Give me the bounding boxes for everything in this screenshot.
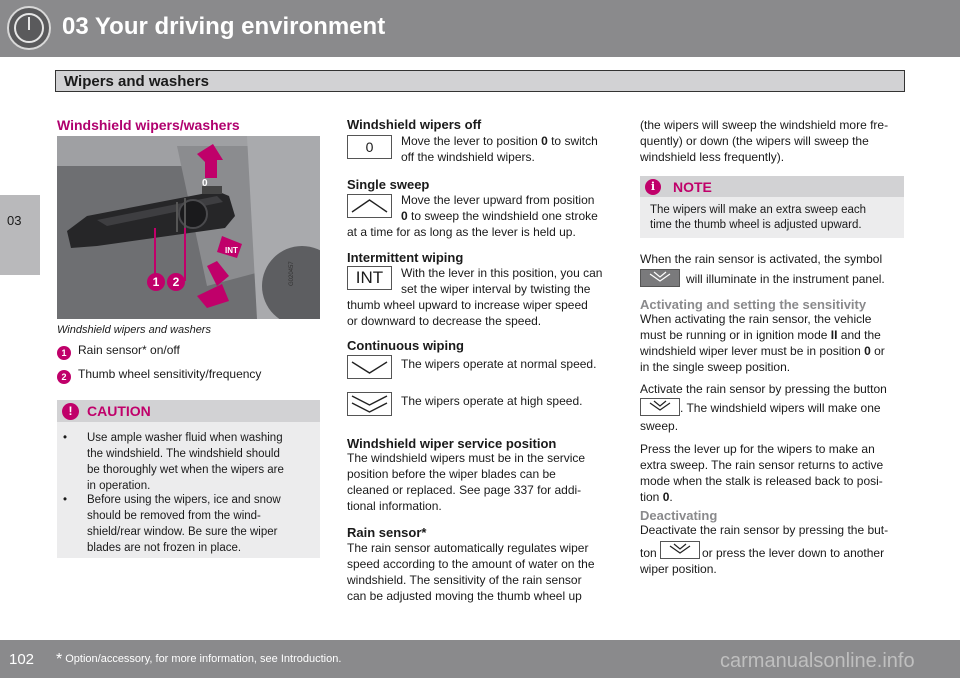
chapter-side-tab-label: 03	[7, 213, 22, 228]
single-sweep-symbol	[347, 194, 392, 218]
deactivating-text: Deactivate the rain sensor by pressing the but-	[640, 523, 889, 537]
continuous-heading: Continuous wiping	[347, 338, 464, 353]
info-icon: i	[645, 179, 661, 195]
illustration-code: G020457	[289, 261, 295, 286]
page-number: 102	[9, 651, 35, 668]
legend-number: 1	[57, 346, 71, 360]
chevron-down-icon	[348, 356, 391, 378]
deactivating-text-2a: ton	[640, 546, 657, 560]
high-speed-text: The wipers operate at high speed.	[401, 394, 583, 408]
rain-sensor-text: The rain sensor automatically regulates wiper speed according to the amount of water on the windshield. The sensitivity of the rain sensor can be adjusted moving the thumb wheel up	[347, 541, 595, 603]
section-bar	[55, 70, 905, 92]
illustration-caption: Windshield wipers and washers	[57, 324, 211, 336]
activating-heading: Activating and setting the sensitivity	[640, 297, 867, 312]
rain-sensor-button-icon	[640, 398, 680, 416]
rain-symbol-text: When the rain sensor is activated, the symbol	[640, 252, 883, 266]
normal-speed-text: The wipers operate at normal speed.	[401, 357, 597, 371]
position-0-label: 0	[202, 178, 208, 189]
caution-box: ! CAUTION • Use ample washer fluid when washing the windshield. The windshield should be thoroughly wet when the wipers are in operation. • Before using the wipers, ice and snow should be removed from the wind- shield/rear window. Be sure the wiper blades are not frozen in place.	[57, 400, 320, 558]
service-position-text: The windshield wipers must be in the service position before the wiper blades can be cleaned or replaced. See page 337 for addi- tional information.	[347, 451, 586, 513]
activate-button-text-2: . The windshield wipers will make one	[680, 401, 881, 415]
single-sweep-heading: Single sweep	[347, 177, 430, 192]
chapter-title: 03 Your driving environment	[62, 13, 386, 40]
activate-button-text-3: sweep.	[640, 419, 679, 433]
intermittent-text-b: thumb wheel upward to increase wiper speed or downward to decrease the speed.	[347, 298, 588, 328]
intermittent-text-a: With the lever in this position, you can set the wiper interval by twisting the	[401, 266, 603, 296]
thumb-wheel-text: (the wipers will sweep the windshield more fre- quently) or down (the wipers will sweep the windshield less frequently).	[640, 118, 889, 164]
footnote: * Option/accessory, for more information, see Introduction.	[56, 651, 342, 668]
chevron-up-icon	[348, 195, 391, 217]
chapter-header	[0, 0, 960, 57]
legend-item	[57, 367, 261, 384]
int-symbol: INT	[347, 266, 392, 290]
note-title: NOTE	[673, 179, 712, 195]
note-text: The wipers will make an extra sweep each time the thumb wheel is adjusted upward.	[650, 204, 867, 231]
activate-button-text: Activate the rain sensor by pressing the button	[640, 382, 887, 396]
deactivating-heading: Deactivating	[640, 508, 718, 523]
caution-icon: !	[62, 403, 79, 420]
position-0-symbol: 0	[347, 135, 392, 159]
note-box	[640, 176, 904, 238]
watermark: carmanualsonline.info	[720, 650, 915, 672]
service-position-heading: Windshield wiper service position	[347, 436, 557, 451]
high-speed-symbol	[347, 392, 392, 416]
rain-sensor-heading: Rain sensor*	[347, 525, 427, 540]
legend-item	[57, 343, 180, 360]
normal-speed-symbol	[347, 355, 392, 379]
double-chevron-down-icon	[348, 393, 391, 415]
single-sweep-text-b: at a time for as long as the lever is held up.	[347, 225, 576, 239]
gauge-icon	[7, 6, 51, 50]
chapter-side-tab	[0, 195, 40, 275]
wipers-off-text: Move the lever to position 0 to switch off the windshield wipers.	[401, 134, 598, 164]
extra-sweep-text: Press the lever up for the wipers to make an extra sweep. The rain sensor returns to active mode when the stalk is released back to posi- tion 0.	[640, 442, 884, 504]
position-int-label: INT	[225, 246, 238, 255]
legend-number: 2	[57, 370, 71, 384]
wipers-off-heading: Windshield wipers off	[347, 117, 482, 132]
legend-text: Rain sensor* on/off	[78, 343, 180, 357]
caution-title: CAUTION	[87, 403, 151, 419]
rain-sensor-symbol-icon	[640, 269, 680, 287]
single-sweep-text-a: Move the lever upward from position 0 to sweep the windshield one stroke	[401, 193, 598, 223]
note-header	[640, 176, 904, 197]
callout-1: 1	[147, 273, 165, 291]
section-title: Wipers and washers	[64, 73, 209, 90]
caution-header	[57, 400, 320, 422]
deactivating-text-3: wiper position.	[640, 562, 717, 576]
rain-sensor-button-icon	[660, 541, 700, 559]
wiper-lever-illustration	[57, 136, 320, 319]
legend-text: Thumb wheel sensitivity/frequency	[78, 367, 262, 381]
activating-text: When activating the rain sensor, the vehicle must be running or in ignition mode II and the windshield wiper lever must be in position 0 or in the single sweep position.	[640, 312, 885, 374]
callout-2: 2	[167, 273, 185, 291]
intermittent-heading: Intermittent wiping	[347, 250, 464, 265]
rain-symbol-text-2: will illuminate in the instrument panel.	[686, 272, 885, 286]
wipers-washers-heading: Windshield wipers/washers	[57, 117, 240, 133]
deactivating-text-2b: or press the lever down to another	[702, 546, 885, 560]
wiper-lever-drawing	[57, 136, 320, 319]
